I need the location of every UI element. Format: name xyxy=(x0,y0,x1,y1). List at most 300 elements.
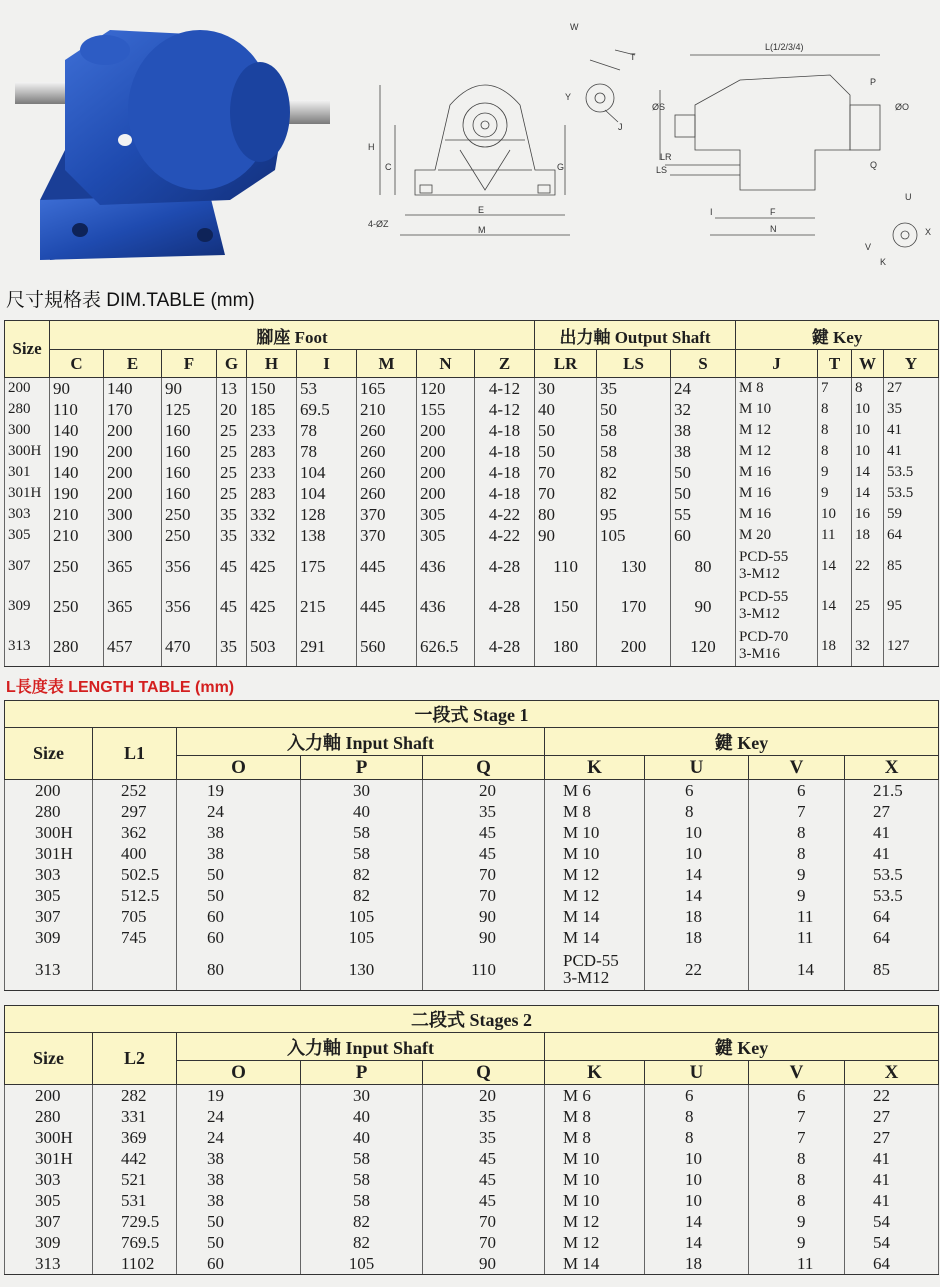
label-p: P xyxy=(870,77,877,87)
table-row xyxy=(5,1253,939,1275)
table-cell: 200 xyxy=(5,1085,93,1107)
label-e: E xyxy=(478,205,485,215)
label-s: ØS xyxy=(652,102,666,112)
table-cell: 305 xyxy=(417,525,475,546)
table-cell: 35 xyxy=(423,1127,545,1148)
table-cell: 4-22 xyxy=(475,504,535,525)
key-j-line2: 3-M16 xyxy=(739,646,780,662)
table-cell: 303 xyxy=(5,864,93,885)
table-cell: 82 xyxy=(301,1211,423,1232)
table-row xyxy=(5,822,939,843)
table-cell: 305 xyxy=(5,885,93,906)
table-cell: 291 xyxy=(297,626,357,667)
table-cell: 769.5 xyxy=(93,1232,177,1253)
table-cell: 70 xyxy=(423,885,545,906)
table-row xyxy=(5,378,939,400)
table-cell: 4-12 xyxy=(475,378,535,400)
table-row xyxy=(5,504,939,525)
table-cell: 11 xyxy=(818,525,852,546)
table-cell: 90 xyxy=(423,906,545,927)
table-row xyxy=(5,525,939,546)
table-cell: M 8 xyxy=(545,801,645,822)
table-cell: 282 xyxy=(93,1085,177,1107)
table-cell: 90 xyxy=(162,378,217,400)
table-cell: 35 xyxy=(423,801,545,822)
label-z: 4-ØZ xyxy=(368,219,389,229)
table-cell: 50 xyxy=(177,1232,301,1253)
table-cell: 280 xyxy=(5,801,93,822)
table-cell: 70 xyxy=(423,864,545,885)
table-cell: 200 xyxy=(104,462,162,483)
table-cell: 64 xyxy=(884,525,939,546)
table-cell: 58 xyxy=(301,1190,423,1211)
table-cell: 10 xyxy=(852,420,884,441)
dim-col-header: LS xyxy=(597,350,671,378)
table-cell: 110 xyxy=(50,399,104,420)
table-cell: 140 xyxy=(50,462,104,483)
table-cell: 35 xyxy=(217,626,247,667)
table-cell: M 12 xyxy=(736,441,818,462)
key-k-line2: 3-M12 xyxy=(563,968,610,987)
table-cell: 332 xyxy=(247,504,297,525)
dim-col-header: E xyxy=(104,350,162,378)
table-cell: 24 xyxy=(177,1106,301,1127)
table-cell: 626.5 xyxy=(417,626,475,667)
table-cell: 41 xyxy=(845,822,939,843)
table-cell: 14 xyxy=(852,483,884,504)
table-row xyxy=(5,420,939,441)
table-row xyxy=(5,906,939,927)
stage1-input-shaft-header: 入力軸 Input Shaft xyxy=(177,728,545,756)
table-cell: 445 xyxy=(357,586,417,626)
table-cell: M 12 xyxy=(545,864,645,885)
label-x: X xyxy=(925,227,932,237)
label-k: K xyxy=(880,257,887,267)
table-row xyxy=(5,1169,939,1190)
table-cell: 78 xyxy=(297,420,357,441)
table-cell: 425 xyxy=(247,546,297,586)
table-cell: 70 xyxy=(423,1232,545,1253)
table-cell: 35 xyxy=(597,378,671,400)
table-cell: 27 xyxy=(884,378,939,400)
table-cell: 53.5 xyxy=(884,462,939,483)
table-cell: 200 xyxy=(104,441,162,462)
table-cell: 190 xyxy=(50,483,104,504)
table-cell: 150 xyxy=(535,586,597,626)
table-cell: 531 xyxy=(93,1190,177,1211)
table-row xyxy=(5,462,939,483)
table-cell: 35 xyxy=(217,525,247,546)
table-cell: 260 xyxy=(357,420,417,441)
table-cell: 120 xyxy=(671,626,736,667)
dim-col-header: Y xyxy=(884,350,939,378)
stage1-col-header: U xyxy=(645,756,749,780)
table-row xyxy=(5,546,939,586)
table-cell: 503 xyxy=(247,626,297,667)
table-cell: 4-28 xyxy=(475,626,535,667)
table-cell: 138 xyxy=(297,525,357,546)
table-cell: 60 xyxy=(671,525,736,546)
table-cell: 105 xyxy=(597,525,671,546)
table-cell: 53.5 xyxy=(845,864,939,885)
table-cell: 70 xyxy=(535,462,597,483)
table-cell: 14 xyxy=(818,546,852,586)
table-cell: 41 xyxy=(845,1190,939,1211)
table-cell: 8 xyxy=(645,1127,749,1148)
table-cell: 362 xyxy=(93,822,177,843)
table-cell: 45 xyxy=(423,822,545,843)
table-cell: 78 xyxy=(297,441,357,462)
table-cell: 470 xyxy=(162,626,217,667)
label-t: T xyxy=(630,52,636,62)
key-j-cell xyxy=(736,546,818,586)
table-row xyxy=(5,948,939,991)
table-cell: 40 xyxy=(535,399,597,420)
label-l: L(1/2/3/4) xyxy=(765,42,804,52)
table-cell: 7 xyxy=(749,1127,845,1148)
table-cell: 41 xyxy=(884,441,939,462)
dim-col-header: Z xyxy=(475,350,535,378)
dim-col-header: F xyxy=(162,350,217,378)
table-cell: 280 xyxy=(5,399,50,420)
table-cell: 95 xyxy=(597,504,671,525)
table-cell: 313 xyxy=(5,626,50,667)
table-cell: 90 xyxy=(423,927,545,948)
table-cell: 8 xyxy=(645,1106,749,1127)
table-cell: 90 xyxy=(50,378,104,400)
table-cell: 53.5 xyxy=(845,885,939,906)
table-cell: 210 xyxy=(357,399,417,420)
table-cell: 729.5 xyxy=(93,1211,177,1232)
table-cell: 18 xyxy=(645,906,749,927)
table-cell: 40 xyxy=(301,1106,423,1127)
stage1-col-header: Q xyxy=(423,756,545,780)
table-cell: 200 xyxy=(417,441,475,462)
table-cell: 25 xyxy=(217,420,247,441)
table-cell: 300 xyxy=(104,504,162,525)
table-cell: 210 xyxy=(50,525,104,546)
dim-col-header: C xyxy=(50,350,104,378)
table-cell: 745 xyxy=(93,927,177,948)
table-cell: 309 xyxy=(5,586,50,626)
table-cell: 300H xyxy=(5,441,50,462)
table-cell: 4-18 xyxy=(475,483,535,504)
dim-col-header: G xyxy=(217,350,247,378)
dim-col-header: H xyxy=(247,350,297,378)
table-cell: 160 xyxy=(162,483,217,504)
table-cell: 10 xyxy=(645,1169,749,1190)
table-cell: M 20 xyxy=(736,525,818,546)
table-cell: M 6 xyxy=(545,1085,645,1107)
table-cell: 22 xyxy=(645,948,749,991)
table-cell: M 14 xyxy=(545,906,645,927)
table-cell: 38 xyxy=(671,420,736,441)
table-cell: 170 xyxy=(104,399,162,420)
table-cell: M 12 xyxy=(545,885,645,906)
stage1-col-header: X xyxy=(845,756,939,780)
table-cell: 8 xyxy=(749,822,845,843)
table-row xyxy=(5,1190,939,1211)
stage2-col-header: V xyxy=(749,1061,845,1085)
table-cell: 445 xyxy=(357,546,417,586)
table-cell: 200 xyxy=(5,780,93,802)
table-cell: 307 xyxy=(5,906,93,927)
table-cell: 233 xyxy=(247,462,297,483)
table-cell: 24 xyxy=(177,801,301,822)
table-cell: 280 xyxy=(50,626,104,667)
table-cell: 58 xyxy=(597,420,671,441)
table-cell: 54 xyxy=(845,1211,939,1232)
table-cell: 7 xyxy=(749,801,845,822)
table-cell: 303 xyxy=(5,504,50,525)
table-cell: 233 xyxy=(247,420,297,441)
table-cell: 59 xyxy=(884,504,939,525)
table-cell: 252 xyxy=(93,780,177,802)
table-cell: M 14 xyxy=(545,927,645,948)
table-row xyxy=(5,801,939,822)
label-y: Y xyxy=(565,92,572,102)
table-cell: 128 xyxy=(297,504,357,525)
table-cell: 53 xyxy=(297,378,357,400)
table-cell: 9 xyxy=(818,462,852,483)
table-cell: M 8 xyxy=(545,1106,645,1127)
label-v: V xyxy=(865,242,872,252)
table-cell: 300H xyxy=(5,822,93,843)
table-cell: 38 xyxy=(177,822,301,843)
table-cell: 8 xyxy=(818,420,852,441)
table-cell: 58 xyxy=(597,441,671,462)
table-cell: 90 xyxy=(423,1253,545,1275)
table-row xyxy=(5,1127,939,1148)
table-cell: 4-18 xyxy=(475,462,535,483)
table-cell: 50 xyxy=(671,462,736,483)
table-cell: 127 xyxy=(884,626,939,667)
table-cell: 41 xyxy=(845,1169,939,1190)
table-cell: 280 xyxy=(5,1106,93,1127)
table-cell: 9 xyxy=(749,864,845,885)
table-cell: 6 xyxy=(749,780,845,802)
table-cell: 10 xyxy=(818,504,852,525)
table-cell: 82 xyxy=(301,885,423,906)
table-cell: 8 xyxy=(749,1148,845,1169)
label-h: H xyxy=(368,142,375,152)
table-cell: 25 xyxy=(852,586,884,626)
table-cell: M 8 xyxy=(736,378,818,400)
table-cell: 305 xyxy=(5,1190,93,1211)
table-cell: 10 xyxy=(645,1148,749,1169)
table-cell: 301 xyxy=(5,462,50,483)
table-cell: 35 xyxy=(884,399,939,420)
table-cell: 4-28 xyxy=(475,546,535,586)
table-cell: 110 xyxy=(535,546,597,586)
table-cell xyxy=(93,948,177,991)
table-cell: 4-12 xyxy=(475,399,535,420)
stage2-col-header: X xyxy=(845,1061,939,1085)
table-cell: 58 xyxy=(301,1169,423,1190)
table-cell: 425 xyxy=(247,586,297,626)
table-row xyxy=(5,843,939,864)
table-cell: 130 xyxy=(301,948,423,991)
table-cell: M 8 xyxy=(545,1127,645,1148)
table-cell: 260 xyxy=(357,441,417,462)
table-cell: 38 xyxy=(177,1169,301,1190)
table-cell: 331 xyxy=(93,1106,177,1127)
table-row xyxy=(5,441,939,462)
table-cell: 105 xyxy=(301,1253,423,1275)
table-cell: 165 xyxy=(357,378,417,400)
table-cell: 70 xyxy=(535,483,597,504)
stage2-col-header: U xyxy=(645,1061,749,1085)
table-cell: M 12 xyxy=(545,1211,645,1232)
table-cell: 10 xyxy=(645,1190,749,1211)
table-cell: 10 xyxy=(852,399,884,420)
table-cell: 50 xyxy=(177,885,301,906)
table-cell: 303 xyxy=(5,1169,93,1190)
table-cell: M 12 xyxy=(545,1232,645,1253)
table-cell: 301H xyxy=(5,1148,93,1169)
dim-col-header: S xyxy=(671,350,736,378)
table-cell: 50 xyxy=(177,864,301,885)
table-cell: 18 xyxy=(645,1253,749,1275)
table-cell: 50 xyxy=(671,483,736,504)
table-cell: 104 xyxy=(297,462,357,483)
table-cell: 50 xyxy=(535,441,597,462)
table-cell: 85 xyxy=(845,948,939,991)
table-cell: 50 xyxy=(535,420,597,441)
table-cell: 8 xyxy=(749,1190,845,1211)
table-cell: 45 xyxy=(217,546,247,586)
label-u: U xyxy=(905,192,912,202)
table-cell: 170 xyxy=(597,586,671,626)
stage1-banner: 一段式 Stage 1 xyxy=(5,701,939,728)
table-cell: 200 xyxy=(104,420,162,441)
table-cell: 10 xyxy=(852,441,884,462)
table-cell: 442 xyxy=(93,1148,177,1169)
dim-col-header: T xyxy=(818,350,852,378)
table-cell: 25 xyxy=(217,483,247,504)
stage1-size-header: Size xyxy=(5,728,93,780)
table-cell: 125 xyxy=(162,399,217,420)
table-cell: 307 xyxy=(5,546,50,586)
table-row xyxy=(5,586,939,626)
table-cell: 11 xyxy=(749,906,845,927)
table-cell: 332 xyxy=(247,525,297,546)
table-cell: 1102 xyxy=(93,1253,177,1275)
table-cell: 200 xyxy=(417,420,475,441)
table-cell: 4-28 xyxy=(475,586,535,626)
dim-size-header: Size xyxy=(5,321,50,378)
table-cell: 41 xyxy=(845,1148,939,1169)
table-cell: 58 xyxy=(301,843,423,864)
table-cell: 41 xyxy=(845,843,939,864)
table-cell: 32 xyxy=(852,626,884,667)
table-cell: 436 xyxy=(417,546,475,586)
table-cell: M 16 xyxy=(736,483,818,504)
stage1-col-header: O xyxy=(177,756,301,780)
table-cell: 7 xyxy=(749,1106,845,1127)
table-cell: 10 xyxy=(645,843,749,864)
table-row xyxy=(5,1085,939,1107)
table-cell: 140 xyxy=(50,420,104,441)
table-cell: 313 xyxy=(5,948,93,991)
table-cell: 250 xyxy=(50,586,104,626)
dim-table-title: 尺寸規格表 DIM.TABLE (mm) xyxy=(6,290,255,311)
stage1-table xyxy=(4,700,939,991)
table-cell: 283 xyxy=(247,483,297,504)
table-cell: 55 xyxy=(671,504,736,525)
table-cell: 24 xyxy=(177,1127,301,1148)
table-cell: 40 xyxy=(301,1127,423,1148)
table-row xyxy=(5,927,939,948)
stage1-l1-header: L1 xyxy=(93,728,177,780)
table-row xyxy=(5,399,939,420)
table-cell: 18 xyxy=(852,525,884,546)
table-cell: 283 xyxy=(247,441,297,462)
table-cell: 180 xyxy=(535,626,597,667)
table-cell: 58 xyxy=(301,1148,423,1169)
stage1-col-header: K xyxy=(545,756,645,780)
table-cell: 38 xyxy=(671,441,736,462)
table-cell: 69.5 xyxy=(297,399,357,420)
table-cell: 18 xyxy=(645,927,749,948)
table-cell: 260 xyxy=(357,483,417,504)
table-cell: 14 xyxy=(749,948,845,991)
table-cell: 400 xyxy=(93,843,177,864)
table-cell: 305 xyxy=(5,525,50,546)
table-cell: 19 xyxy=(177,1085,301,1107)
table-cell: 30 xyxy=(301,1085,423,1107)
table-cell: 307 xyxy=(5,1211,93,1232)
table-cell: 30 xyxy=(535,378,597,400)
table-cell: 70 xyxy=(423,1211,545,1232)
table-cell: 20 xyxy=(217,399,247,420)
key-k-line1: PCD-55 xyxy=(563,951,619,970)
label-j: J xyxy=(618,122,623,132)
table-cell: 200 xyxy=(417,483,475,504)
key-j-line1: PCD-55 xyxy=(739,549,789,565)
table-cell: 8 xyxy=(749,843,845,864)
table-cell: 90 xyxy=(535,525,597,546)
table-cell: 60 xyxy=(177,927,301,948)
table-cell: M 10 xyxy=(736,399,818,420)
table-cell: 13 xyxy=(217,378,247,400)
table-cell: 80 xyxy=(177,948,301,991)
stage1-col-header: P xyxy=(301,756,423,780)
table-cell: 8 xyxy=(749,1169,845,1190)
table-row xyxy=(5,1232,939,1253)
stage2-input-shaft-header: 入力軸 Input Shaft xyxy=(177,1033,545,1061)
table-cell: 22 xyxy=(852,546,884,586)
table-cell: M 10 xyxy=(545,1148,645,1169)
header-illustrations xyxy=(0,0,940,280)
table-cell: 14 xyxy=(818,586,852,626)
table-cell: 250 xyxy=(162,504,217,525)
dim-col-header: W xyxy=(852,350,884,378)
dim-key-header: 鍵 Key xyxy=(736,321,939,350)
table-row xyxy=(5,885,939,906)
table-cell: 4-22 xyxy=(475,525,535,546)
table-cell: M 10 xyxy=(545,843,645,864)
table-cell: 705 xyxy=(93,906,177,927)
table-cell: 4-18 xyxy=(475,441,535,462)
label-q: Q xyxy=(870,160,878,170)
table-cell: 18 xyxy=(818,626,852,667)
table-cell: 14 xyxy=(645,885,749,906)
table-cell: 140 xyxy=(104,378,162,400)
table-row xyxy=(5,1106,939,1127)
table-cell: M 16 xyxy=(736,504,818,525)
table-cell: 150 xyxy=(247,378,297,400)
